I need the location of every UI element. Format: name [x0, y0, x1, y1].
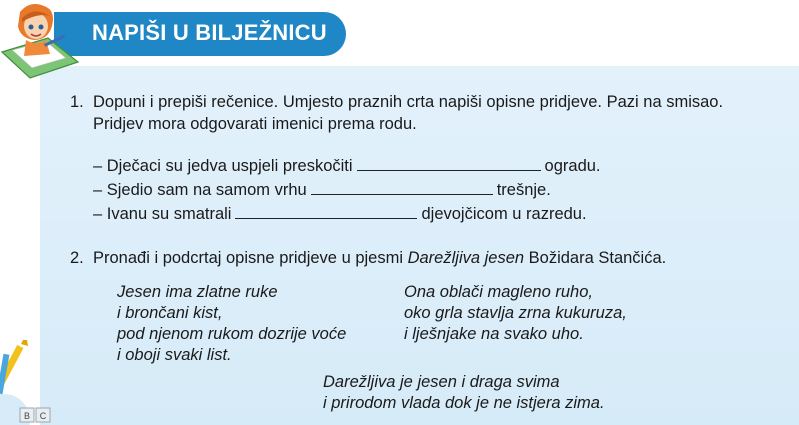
sentence-1-ending: ogradu.: [544, 157, 601, 175]
sentence-1: [93, 156, 601, 176]
blank-line-3[interactable]: [235, 204, 417, 219]
task-1-number: 1.: [70, 93, 84, 111]
task-2-instruction: [93, 248, 666, 268]
poem-line: i lješnjake na svako uho.: [404, 325, 584, 343]
poem-line: pod njenom rukom dozrije voće: [117, 325, 347, 343]
block-letter-c: C: [39, 411, 47, 421]
blank-line-2[interactable]: [311, 180, 493, 195]
poem-line: Darežljiva je jesen i draga svima: [323, 373, 560, 391]
task-2-author: Božidara Stančića.: [524, 249, 667, 267]
sentence-3: [93, 204, 587, 224]
block-letter-b: B: [23, 411, 31, 421]
sentence-3-text: – Ivanu su smatrali: [93, 205, 232, 223]
poem-line: oko grla stavlja zrna kukuruza,: [404, 304, 627, 322]
poem-line: i brončani kist,: [117, 304, 223, 322]
poem-line: i prirodom vlada dok je ne istjera zima.: [323, 394, 605, 412]
task-2-text: Pronađi i podcrtaj opisne pridjeve u pjesmi: [93, 249, 408, 267]
poem-line: i oboji svaki list.: [117, 346, 232, 364]
task-1-instruction-line-2: Pridjev mora odgovarati imenici prema rodu.: [93, 115, 417, 133]
blank-line-1[interactable]: [357, 156, 541, 171]
girl-writing-icon: [0, 0, 90, 80]
sentence-2: [93, 180, 551, 200]
sentence-2-ending: trešnje.: [496, 181, 551, 199]
sentence-3-ending: djevojčicom u razredu.: [421, 205, 587, 223]
task-1-instruction-line-1: Dopuni i prepiši rečenice. Umjesto praznih crta napiši opisne pridjeve. Pazi na smisao.: [93, 93, 724, 111]
poem-stanza-3: [323, 372, 605, 414]
crayons-letter-blocks-icon: [0, 340, 60, 425]
poem-title: Darežljiva jesen: [407, 249, 525, 267]
poem-stanza-2: [404, 282, 627, 345]
poem-stanza-1: [117, 282, 346, 366]
poem-line: Ona oblači magleno ruho,: [404, 283, 593, 301]
sentence-1-text: – Dječaci su jedva uspjeli preskočiti: [93, 157, 353, 175]
task-2-number: 2.: [70, 249, 84, 267]
poem-line: Jesen ima zlatne ruke: [117, 283, 278, 301]
page-title: NAPIŠI U BILJEŽNICU: [92, 20, 327, 45]
sentence-2-text: – Sjedio sam na samom vrhu: [93, 181, 307, 199]
